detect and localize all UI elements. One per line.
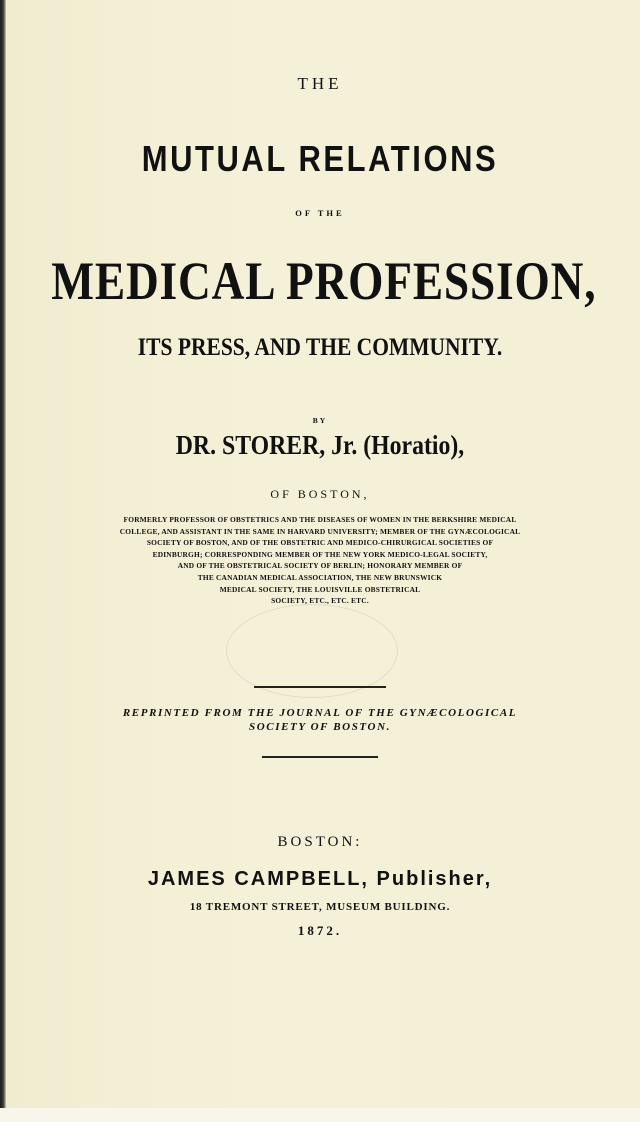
credential-line: THE CANADIAN MEDICAL ASSOCIATION, THE NEW BRUNSWICK — [197, 572, 443, 582]
author-location: OF BOSTON, — [270, 487, 370, 501]
publication-city: BOSTON: — [277, 834, 363, 850]
credential-line: SOCIETY, ETC., ETC. ETC. — [271, 596, 369, 606]
title-connector: OF THE — [295, 208, 345, 218]
divider-rule — [254, 686, 386, 688]
reprint-note-line-1: REPRINTED FROM THE JOURNAL OF THE GYNÆCOLOGICAL — [122, 707, 518, 719]
publisher-name: JAMES CAMPBELL, Publisher, — [147, 868, 493, 890]
credential-line: SOCIETY OF BOSTON, AND OF THE OBSTETRIC AND MEDICO-CHIRURGICAL SOCIETIES OF — [146, 538, 494, 548]
title-line-3: ITS PRESS, AND THE COMMUNITY. — [137, 334, 503, 361]
book-spine-edge — [0, 0, 6, 1122]
credential-line: COLLEGE, AND ASSISTANT IN THE SAME IN HARVARD UNIVERSITY; MEMBER OF THE GYNÆCOLOGICAL — [119, 526, 521, 536]
publisher-address: 18 TREMONT STREET, MUSEUM BUILDING. — [189, 901, 451, 913]
title-line-1: MUTUAL RELATIONS — [141, 138, 499, 179]
credential-line: MEDICAL SOCIETY, THE LOUISVILLE OBSTETRICAL — [219, 584, 421, 594]
divider-rule — [262, 756, 378, 758]
by-line: BY — [312, 416, 328, 425]
title-article: THE — [297, 74, 343, 93]
faded-library-stamp — [226, 604, 398, 698]
publication-year: 1872. — [297, 923, 343, 938]
page-bottom-edge — [0, 1108, 640, 1122]
credential-line: EDINBURGH; CORRESPONDING MEMBER OF THE NEW YORK MEDICO-LEGAL SOCIETY, — [152, 549, 488, 559]
credential-line: AND OF THE OBSTETRICAL SOCIETY OF BERLIN; HONORARY MEMBER OF — [177, 561, 463, 571]
credential-line: FORMERLY PROFESSOR OF OBSTETRICS AND THE DISEASES OF WOMEN IN THE BERKSHIRE MEDICAL — [123, 515, 517, 524]
reprint-note-line-2: SOCIETY OF BOSTON. — [249, 721, 391, 733]
author-credentials — [20, 514, 620, 607]
title-line-2: MEDICAL PROFESSION, — [51, 251, 597, 311]
author-name: DR. STORER, Jr. (Horatio), — [175, 430, 465, 460]
